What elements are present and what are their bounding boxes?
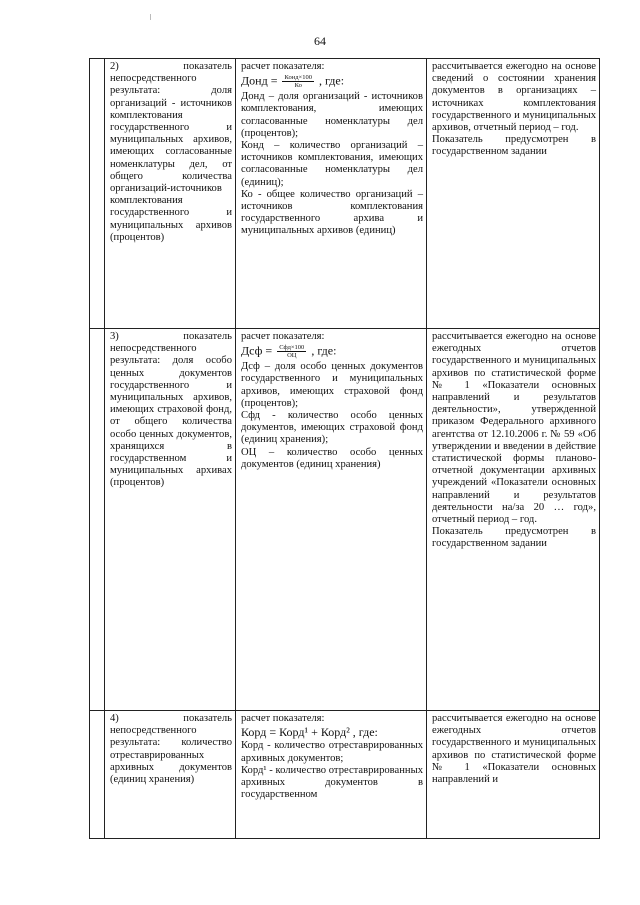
calculation-cell bbox=[236, 711, 427, 839]
source-text: рассчитывается ежегодно на основе ежегодных отчетов государственного и муниципальных архивов по статистической форме № 1 «Показатели основных направлений и bbox=[432, 713, 596, 786]
row-margin-cell bbox=[90, 711, 105, 839]
definition: Дсф – доля особо ценных документов государственного и муниципальных архивов, имеющих страховой фонд (процентов); bbox=[241, 361, 423, 409]
table-row bbox=[90, 329, 600, 711]
formula bbox=[241, 344, 423, 359]
row-margin-cell bbox=[90, 59, 105, 329]
definition: Корд - количество отреставрированных архивных документов; bbox=[241, 740, 423, 764]
calculation-cell bbox=[236, 59, 427, 329]
formula-tail: , где: bbox=[318, 73, 345, 88]
calc-label: расчет показателя: bbox=[241, 331, 325, 342]
assignment-note: Показатель предусмотрен в государственном задании bbox=[432, 526, 596, 550]
calc-label: расчет показателя: bbox=[241, 713, 325, 724]
table-row bbox=[90, 711, 600, 839]
scan-mark bbox=[150, 14, 151, 20]
indicator-text: 3) показатель непосредственного результата: доля особо ценных документов государственного и муниципальных архивов, имеющих страховой фонд, от общего количества особо ценных документов, хранящихся в государственном и муниципальных архивах (процентов) bbox=[110, 331, 232, 489]
indicator-text: 4) показатель непосредственного результата: количество отреставрированных архивных документов (единиц хранения) bbox=[110, 713, 232, 786]
source-text: рассчитывается ежегодно на основе ежегодных отчетов государственного и муниципальных архивов по статистической форме № 1 «Показатели основных направлений и результатов деятельности», утвержденной приказом Федерального архивного агентства от 12.10.2006 г. № 59 «Об утверждении и введении в действие статистической формы планово-отчетной документации архивных учреждений «Показатели основных направлений и результатов деятельности на/за 20 … год», отчетный период – год. bbox=[432, 331, 596, 526]
indicator-text: 2) показатель непосредственного результата: доля организаций - источников комплектования государственного и муниципальных архивов, имеющих согласованные номенклатуры дел, от общего количества организаций-источников комплектования государственного и муниципальных архивов (процентов) bbox=[110, 61, 232, 243]
definition: ОЦ – количество особо ценных документов (единиц хранения) bbox=[241, 446, 423, 470]
row-margin-cell bbox=[90, 329, 105, 711]
indicator-cell bbox=[105, 711, 236, 839]
indicators-table bbox=[89, 58, 600, 839]
formula-denominator: ОЦ bbox=[287, 352, 297, 360]
assignment-note: Показатель предусмотрен в государственном задании bbox=[432, 134, 596, 158]
definition: Ко - общее количество организаций – источников комплектования государственного архива и муниципальных архивов (единиц) bbox=[241, 188, 423, 237]
formula-fraction bbox=[277, 344, 306, 359]
formula-fraction bbox=[282, 74, 313, 89]
formula-numerator: Конд×100 bbox=[284, 74, 312, 82]
formula-lhs: Донд = bbox=[241, 73, 278, 88]
indicator-cell bbox=[105, 59, 236, 329]
source-cell bbox=[427, 59, 600, 329]
formula: Корд = Корд¹ + Корд² , где: bbox=[241, 725, 378, 740]
formula-numerator: Сфд×100 bbox=[279, 344, 305, 352]
source-text: рассчитывается ежегодно на основе сведений о состоянии хранения документов в организациях – источниках комплектования государственного и муниципальных архивов, отчетный период – год. bbox=[432, 61, 596, 134]
indicator-cell bbox=[105, 329, 236, 711]
source-cell bbox=[427, 329, 600, 711]
definition: Корд¹ - количество отреставрированных архивных документов в государственном bbox=[241, 764, 423, 801]
formula bbox=[241, 74, 423, 89]
definition: Конд – количество организаций – источников комплектования, имеющих согласованные номенклатуры дел (единиц); bbox=[241, 140, 423, 188]
formula-tail: , где: bbox=[311, 343, 337, 358]
formula-lhs: Дсф = bbox=[241, 343, 273, 358]
source-cell bbox=[427, 711, 600, 839]
table-row bbox=[90, 59, 600, 329]
definition: Сфд - количество особо ценных документов, имеющих страховой фонд (единиц хранения); bbox=[241, 410, 423, 446]
calculation-cell bbox=[236, 329, 427, 711]
definition: Донд – доля организаций - источников комплектования, имеющих согласованные номенклатуры дел (процентов); bbox=[241, 91, 423, 139]
page-number: 64 bbox=[314, 34, 326, 48]
formula-denominator: Ко bbox=[294, 82, 302, 90]
calc-label: расчет показателя: bbox=[241, 61, 325, 72]
